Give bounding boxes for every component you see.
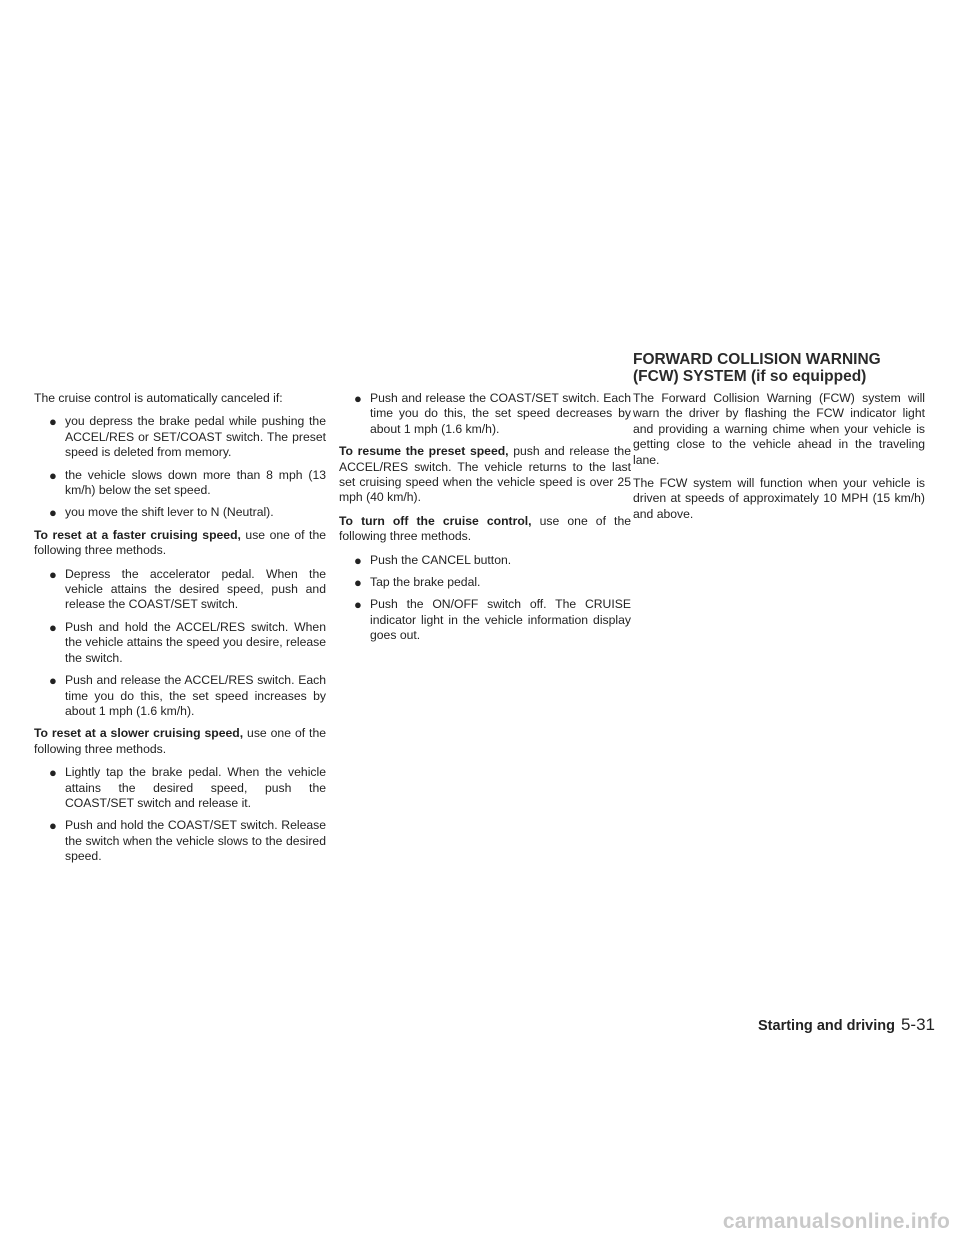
page-number: 5-31 [900,1015,935,1034]
bullet-icon: ● [354,391,362,406]
paragraph-text: push and release the ACCEL/RES switch. The vehicle returns to the last set cruising speed when the vehicle speed is over 25 mph (40 km/h). [339,444,631,505]
list-item-text: Push and hold the COAST/SET switch. Release the switch when the vehicle slows to the desired speed. [65,818,326,864]
list-item [34,414,326,460]
bullet-icon: ● [49,619,57,635]
paragraph-lead: To reset at a faster cruising speed, [34,527,241,542]
column-2 [339,391,631,651]
list-item-text: the vehicle slows down more than 8 mph (13 km/h) below the set speed. [65,467,326,498]
list-item [34,567,326,613]
bullet-icon: ● [354,575,362,591]
bullet-icon: ● [49,414,57,430]
bullet-list [34,414,326,520]
list-item-text: Lightly tap the brake pedal. When the vehicle attains the desired speed, push the COAST/SET switch and release it. [65,765,326,810]
bullet-list [34,765,326,864]
list-item [34,505,326,520]
bullet-list [339,391,631,437]
paragraph-lead: To turn off the cruise control, [339,513,532,528]
paragraph [633,391,925,468]
bullet-list [339,553,631,644]
paragraph [339,514,631,545]
list-item-text: Push and release the COAST/SET switch. Each time you do this, the set speed decreases by about 1 mph (1.6 km/h). [370,391,631,436]
bullet-icon: ● [49,566,57,582]
list-item-text: you depress the brake pedal while pushing the ACCEL/RES or SET/COAST switch. The preset speed is deleted from memory. [65,414,326,460]
paragraph-text: use one of the following three methods. [34,726,326,756]
bullet-icon: ● [49,818,57,834]
list-item [34,765,326,811]
list-item [34,673,326,719]
list-item-text: Depress the accelerator pedal. When the vehicle attains the desired speed, push and release the COAST/SET switch. [65,566,326,612]
paragraph-text: The cruise control is automatically canceled if: [34,391,283,405]
column-1 [34,391,326,872]
section-heading [633,351,933,385]
paragraph [34,726,326,757]
paragraph-text: use one of the following three methods. [34,527,326,558]
bullet-list [34,567,326,720]
list-item-text: you move the shift lever to N (Neutral). [65,505,274,520]
bullet-icon: ● [49,467,57,483]
list-item [339,553,631,568]
watermark: carmanualsonline.info [722,1210,950,1233]
list-item-text: Push the CANCEL button. [370,552,512,567]
list-item-text: Push the ON/OFF switch off. The CRUISE indicator light in the vehicle information display goes out. [370,597,631,643]
footer-section-title: Starting and driving [758,1018,895,1034]
bullet-icon: ● [354,597,362,613]
list-item [34,468,326,499]
column-3 [633,391,925,530]
paragraph [633,476,925,522]
page-footer [743,1015,935,1035]
paragraph-text: The FCW system will function when your vehicle is driven at speeds of approximately 10 MPH (15 km/h) and above. [633,476,925,521]
paragraph-lead: To resume the preset speed, [339,444,509,459]
list-item [339,391,631,437]
list-item [339,597,631,643]
paragraph-text: The Forward Collision Warning (FCW) system will warn the driver by flashing the FCW indicator light and providing a warning chime when your vehicle is getting close to the vehicle ahead in the traveling lane. [633,391,925,467]
bullet-icon: ● [49,765,57,781]
list-item-text: Push and hold the ACCEL/RES switch. When the vehicle attains the speed you desire, release the switch. [65,619,326,665]
paragraph [339,444,631,506]
paragraph-lead: To reset at a slower cruising speed, [34,726,244,741]
bullet-icon: ● [354,552,362,568]
paragraph-text: use one of the following three methods. [339,513,632,544]
paragraph [34,528,326,559]
list-item [34,818,326,864]
list-item [339,575,631,590]
paragraph [34,391,326,406]
bullet-icon: ● [49,673,57,689]
list-item [34,620,326,666]
list-item-text: Push and release the ACCEL/RES switch. Each time you do this, the set speed increases by about 1 mph (1.6 km/h). [65,673,326,718]
list-item-text: Tap the brake pedal. [370,575,481,590]
section-heading-line1: FORWARD COLLISION WARNING [633,351,881,368]
bullet-icon: ● [49,505,57,521]
section-heading-line2: (FCW) SYSTEM (if so equipped) [633,368,867,385]
